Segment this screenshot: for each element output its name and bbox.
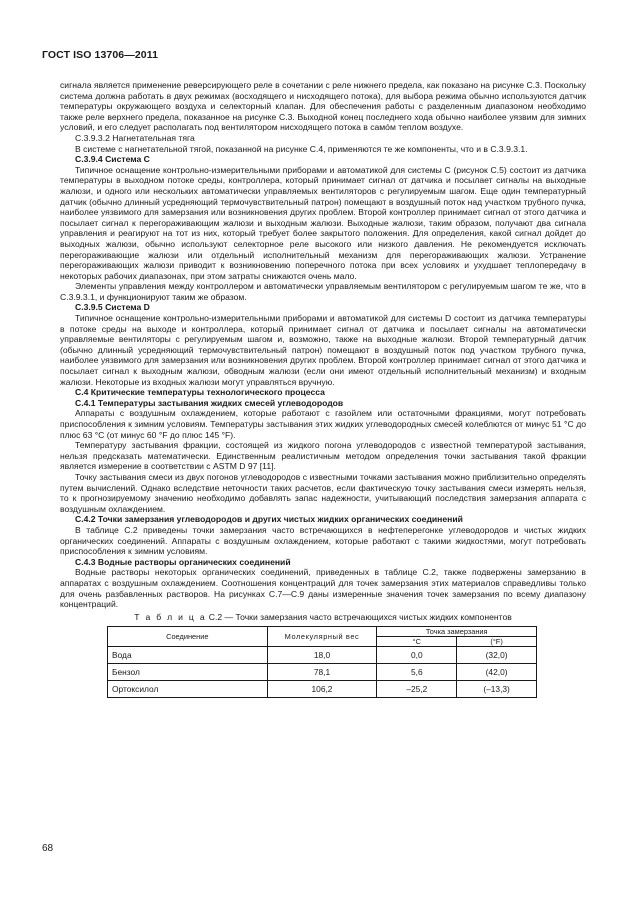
paragraph-continuation: сигнала является применение реверсирующего реле в сочетании с реле нижнего предела, как показано на рисунке С.3. Поскольку система должна работать в двух режимах (восходящего и нисходящего потока), для выбора режима обычно используются датчик температуры окружающего воздуха и селекторный клапан. Для обеспечения работы с разделенным диапазоном необходимо также реле верхнего предела, показанное на рисунке С.3. Выходной конец последнего хода обычно наиболее уязвим для зимних условий, и его следует располагать под вентилятором нисходящего потока в самóм теплом воздухе. (60, 80, 586, 133)
table-row (108, 681, 537, 698)
paragraph: Аппараты с воздушным охлаждением, которые работают с газойлем или остаточными фракциями, могут потребовать приспособления к зимним условиям. Температуры застывания этих жидких углеводородных смесей колеблются от минус 51 °С до плюс 63 °С (от минус 60 °F до плюс 145 °F). (60, 408, 586, 440)
paragraph: Водные растворы некоторых органических соединений, приведенных в таблице С.2, также подвержены замерзанию в аппаратах с воздушным охлаждением. Соотношения концентраций для точек замерзания этих материалов справедливы только для очень разбавленных растворов. На рисунках С.7—С.9 даны измеренные значения точек замерзания по всему диапазону концентраций. (60, 567, 586, 610)
table-caption-text: С.2 — Точки замерзания часто встречающихся чистых жидких компонентов (208, 611, 512, 622)
table-row (108, 664, 537, 681)
paragraph: Типичное оснащение контрольно-измерительными приборами и автоматикой для системы D состоит из датчика температуры в потоке среды на выходе и контроллера, который принимает сигнал от датчика и посылает сигналы на автоматически управляемые вентиляторы с регулируемым шагом и, возможно, также на выходные жалюзи. Второй температурный датчик (обычно длинный усредняющий термочувствительный патрон) помещают в воздушный поток под участком трубного пучка, наиболее уязвимого для замерзания или возникновения других проблем. Второй контроллер принимает сигнал от этого датчика и посылает сигнал к выходным жалюзи, обводным жалюзи (если они имеют отдельный исполнительный механизм) и входным жалюзи. Некоторые из входных жалюзи могут управляться вручную. (60, 313, 586, 387)
header-fahrenheit: (°F) (457, 637, 537, 647)
table-caption-prefix: Т а б л и ц а (134, 611, 207, 622)
header-freezing-point: Точка замерзания (377, 627, 537, 637)
freezing-points-table (107, 626, 537, 698)
cell-molecular-weight: 78,1 (267, 664, 377, 681)
cell-molecular-weight: 18,0 (267, 647, 377, 664)
table-caption (60, 612, 586, 623)
cell-celsius: 0,0 (377, 647, 457, 664)
header-celsius: °С (377, 637, 457, 647)
document-header: ГОСТ ISO 13706—2011 (42, 49, 159, 61)
cell-compound: Вода (108, 647, 268, 664)
paragraph: Температуру застывания фракции, состоящей из жидкого погона углеводородов с известной температурой застывания, нельзя предсказать математически. Единственным реалистичным методом определения точки застывания такой фракции является измерение в соответствии с ASTM D 97 [11]. (60, 440, 586, 472)
paragraph: Элементы управления между контроллером и автоматически управляемым вентилятором с регулируемым шагом те же, что в С.3.9.3.1, и функционируют таким же образом. (60, 281, 586, 302)
cell-molecular-weight: 106,2 (267, 681, 377, 698)
section-heading-c42: С.4.2 Точки замерзания углеводородов и других чистых жидких органических соединений (75, 514, 463, 525)
section-heading-c4: С.4 Критические температуры технологического процесса (75, 387, 325, 398)
paragraph: Типичное оснащение контрольно-измерительными приборами и автоматикой для системы С (рисунок С.5) состоит из датчика температуры в выходном потоке среды, контроллера, который принимает сигнал от датчика и посылает сигналы на выходные жалюзи, и одного или нескольких автоматически управляемых вентиляторов с регулируемым шагом. Еще один температурный датчик (обычно длинный усредняющий термочувствительный патрон) помещают в воздушный поток над участком трубного пучка, наиболее уязвимого для замерзания или возникновения других проблем. Второй контроллер принимает сигнал от этого датчика и посылает сигнал к перегораживающим жалюзи и выходным жалюзи. Выходные жалюзи, таким образом, получают два сигнала управления и реагируют на тот из них, который требует более закрытого положения. Для определения, какой сигнал дойдет до выходных жалюзи, обычно используют селекторное реле высокого или низкого давления. Не рекомендуется исключать перегораживающие жалюзи или отдельный исполнительный механизм для перегораживающих жалюзи. Устранение перегораживающих жалюзи приводит к возникновению поперечного потока при всех условиях и ухудшает теплопередачу в некоторых рабочих диапазонах, при этом затраты снижаются очень мало. (60, 164, 586, 281)
page-number: 68 (42, 843, 54, 854)
section-heading-c395: С.3.9.5 Система D (75, 302, 150, 313)
section-heading-c41: С.4.1 Температуры застывания жидких смесей углеводородов (75, 397, 344, 408)
cell-compound: Бензол (108, 664, 268, 681)
section-heading-c43: С.4.3 Водные растворы органических соединений (75, 556, 291, 567)
section-heading-c394: С.3.9.4 Система С (75, 154, 150, 165)
cell-celsius: –25,2 (377, 681, 457, 698)
cell-fahrenheit: (42,0) (457, 664, 537, 681)
cell-celsius: 5,6 (377, 664, 457, 681)
paragraph: В системе с нагнетательной тягой, показанной на рисунке С.4, применяются те же компоненты, что и в С.3.9.3.1. (75, 143, 528, 154)
table-row (108, 647, 537, 664)
header-molecular-weight: Молекулярный вес (267, 627, 377, 647)
section-heading-c3932: С.3.9.3.2 Нагнетательная тяга (75, 132, 195, 143)
paragraph: В таблице С.2 приведены точки замерзания часто встречающихся в нефтеперегонке углеводородов и чистых жидких органических соединений. Аппараты с воздушным охлаждением, которые работают с такими жидкостями, могут потребовать приспособления к зимним условиям. (60, 524, 586, 557)
header-compound: Соединение (108, 627, 268, 647)
document-body (60, 80, 586, 698)
paragraph: Точку застывания смеси из двух погонов углеводородов с известными точками застывания можно приблизительно определять путем вычислений. Однако вследствие неточности таких расчетов, если фактическую точку застывания смеси измерять нельзя, то к прогнозируемому значению необходимо добавлять запас надежности, учитывающий последствия замерзания аппарата с воздушным охлаждением. (60, 471, 586, 514)
cell-fahrenheit: (32,0) (457, 647, 537, 664)
cell-fahrenheit: (–13,3) (457, 681, 537, 698)
cell-compound: Ортоксилол (108, 681, 268, 698)
